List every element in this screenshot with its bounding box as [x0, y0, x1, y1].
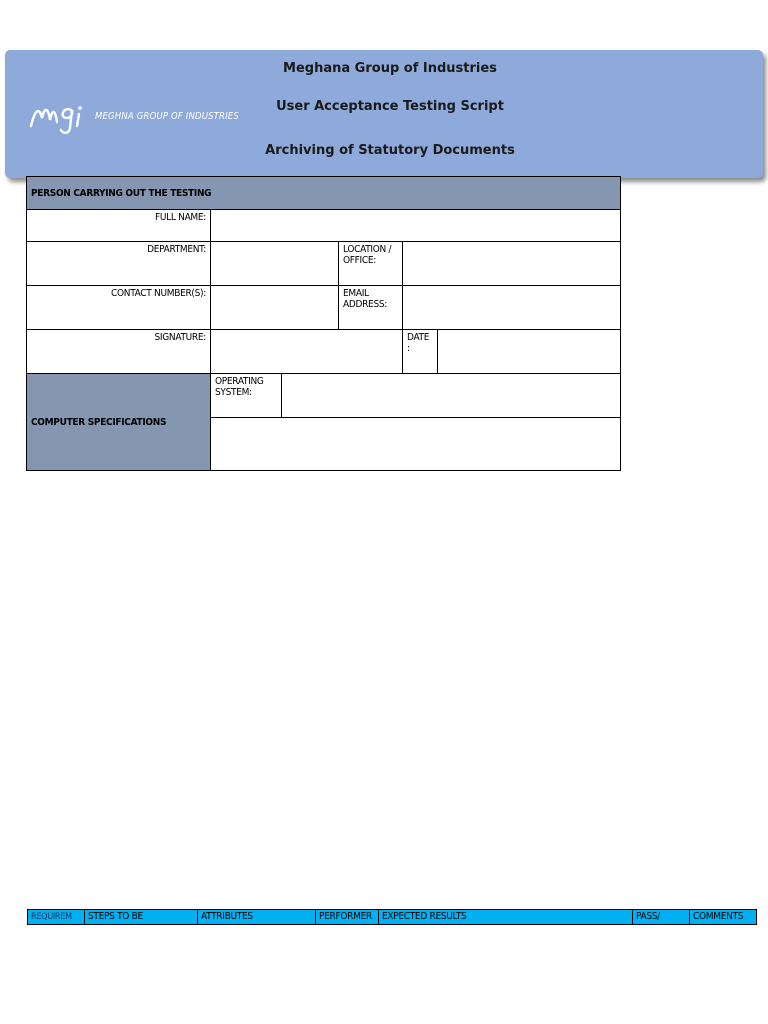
- person-section-title: PERSON CARRYING OUT THE TESTING: [27, 177, 621, 210]
- table-row: [27, 374, 621, 418]
- computer-spec-field[interactable]: [211, 418, 621, 471]
- column-header-comments: COMMENTS: [690, 910, 757, 925]
- department-label: DEPARTMENT:: [27, 242, 211, 286]
- full-name-label: FULL NAME:: [27, 210, 211, 242]
- location-field[interactable]: [403, 242, 621, 286]
- company-logo: [27, 96, 264, 136]
- mgi-logo-mark: [27, 96, 91, 136]
- column-header-attributes: ATTRIBUTES: [198, 910, 316, 925]
- document-header: [5, 50, 763, 178]
- column-header-steps: STEPS TO BE: [85, 910, 198, 925]
- column-header-requirement: REQUIREM: [28, 910, 85, 925]
- table-row: [27, 330, 621, 374]
- computer-section-title: COMPUTER SPECIFICATIONS: [27, 374, 211, 471]
- table-row: [27, 242, 621, 286]
- date-field[interactable]: [438, 330, 621, 374]
- contact-number-field[interactable]: [211, 286, 339, 330]
- date-label: DATE :: [403, 330, 438, 374]
- signature-field[interactable]: [211, 330, 403, 374]
- os-label: OPERATING SYSTEM:: [211, 374, 282, 418]
- company-name: Meghana Group of Industries: [283, 61, 497, 76]
- test-steps-header: [27, 909, 757, 925]
- department-field[interactable]: [211, 242, 339, 286]
- table-row: [27, 210, 621, 242]
- location-label: LOCATION / OFFICE:: [339, 242, 403, 286]
- email-field[interactable]: [403, 286, 621, 330]
- table-row: [27, 177, 621, 210]
- signature-label: SIGNATURE:: [27, 330, 211, 374]
- email-label: EMAIL ADDRESS:: [339, 286, 403, 330]
- table-row: [27, 286, 621, 330]
- full-name-field[interactable]: [211, 210, 621, 242]
- script-title: User Acceptance Testing Script: [276, 99, 504, 114]
- column-header-performer: PERFORMER: [316, 910, 379, 925]
- column-header-pass: PASS/: [633, 910, 690, 925]
- table-row: [28, 910, 757, 925]
- logo-text: MEGHNA GROUP OF INDUSTRIES: [95, 110, 239, 122]
- document-subject: Archiving of Statutory Documents: [265, 143, 515, 158]
- os-field[interactable]: [282, 374, 621, 418]
- column-header-expected-results: EXPECTED RESULTS: [379, 910, 633, 925]
- contact-number-label: CONTACT NUMBER(S):: [27, 286, 211, 330]
- tester-info-table: [26, 176, 621, 471]
